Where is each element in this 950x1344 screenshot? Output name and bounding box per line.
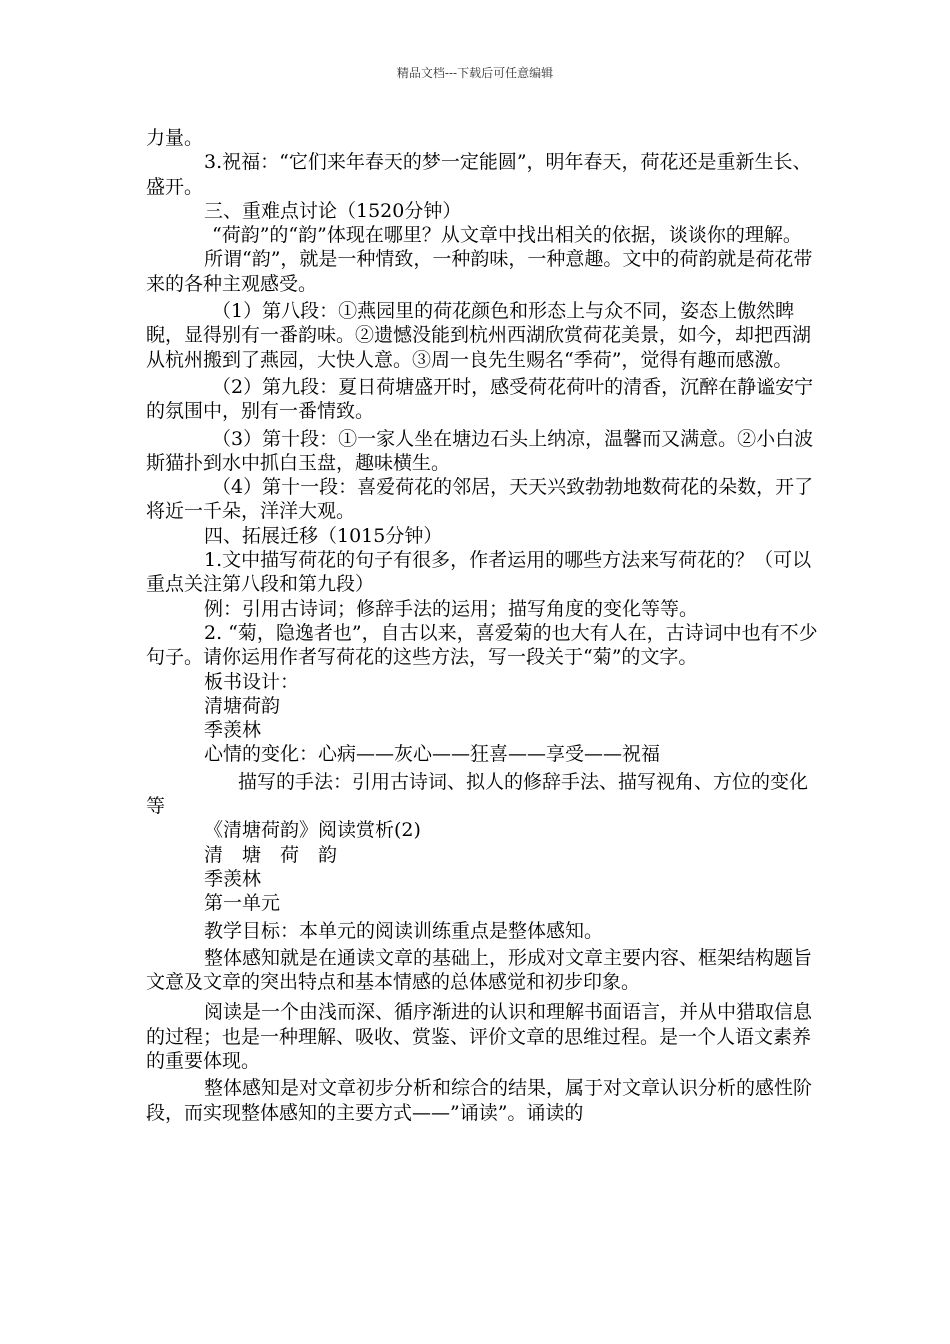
paragraph: 整体感知是对文章初步分析和综合的结果，属于对文章认识分析的感性阶段，而实现整体感知的主要方式——”诵读”。诵读的 [146,1077,813,1124]
paragraph: 例：引用古诗词；修辞手法的运用；描写角度的变化等等。 [204,597,699,620]
paragraph: 板书设计： [204,670,300,693]
paragraph: 《清塘荷韵》阅读赏析(2) [204,819,421,842]
paragraph: 2. “菊，隐逸者也”，自古以来，喜爱菊的也大有人在，古诗词中也有不少句子。请你运用作者写荷花的这些方法，写一段关于“菊”的文字。 [146,621,818,669]
paragraph: 清 塘 荷 韵 [204,843,338,866]
paragraph: 1.文中描写荷花的句子有很多，作者运用的哪些方法来写荷花的？（可以重点关注第八段和第九段） [146,549,812,596]
paragraph: 季羡林 [204,719,262,742]
paragraph: 心情的变化：心病——灰心——狂喜——享受——祝福 [204,743,661,766]
paragraph: 整体感知就是在通读文章的基础上，形成对文章主要内容、框架结构题旨文意及文章的突出特点和基本情感的总体感觉和初步印象。 [146,946,813,994]
section-heading: 三、重难点讨论（1520分钟） [204,199,462,222]
page-header: 精品文档---下载后可任意编辑 [396,66,554,80]
list-item: （1）第八段：①燕园里的荷花颜色和形态上与众不同，姿态上傲然睥睨，显得别有一番韵味。②遗憾没能到杭州西湖欣赏荷花美景，如今，却把西湖从杭州搬到了燕园，大快人意。③周一良先生赐名“季荷”，觉得有趣而感激。 [146,300,812,371]
paragraph: 清塘荷韵 [204,694,281,717]
paragraph: 3.祝福：“它们来年春天的梦一定能圆”，明年春天，荷花还是重新生长、盛开。 [146,151,812,198]
paragraph: 教学目标：本单元的阅读训练重点是整体感知。 [204,919,604,942]
paragraph: 季羡林 [204,867,262,890]
paragraph: 阅读是一个由浅而深、循序渐进的认识和理解书面语言，并从中猎取信息的过程；也是一种理解、吸收、赏鉴、评价文章的思维过程。是一个人语文素养的重要体现。 [146,1001,813,1072]
section-heading: 四、拓展迁移（1015分钟） [204,524,443,547]
list-item: （2）第九段：夏日荷塘盛开时，感受荷花荷叶的清香，沉醉在静谧安宁的氛围中，别有一番情致。 [146,375,814,423]
paragraph: 力量。 [146,127,204,149]
list-item: （4）第十一段：喜爱荷花的邻居，天天兴致勃勃地数荷花的朵数，开了将近一千朵，洋洋大观。 [146,476,814,523]
document-body [146,126,826,1125]
paragraph: “荷韵”的“韵”体现在哪里？从文章中找出相关的依据，谈谈你的理解。 [212,224,802,247]
paragraph: 所谓“韵”，就是一种情致，一种韵味，一种意趣。文中的荷韵就是荷花带来的各种主观感受。 [146,248,813,295]
list-item: （3）第十段：①一家人坐在塘边石头上纳凉，温馨而又满意。②小白波斯猫扑到水中抓白玉盘，趣味横生。 [146,427,814,474]
paragraph: 第一单元 [204,892,281,915]
paragraph: 描写的手法：引用古诗词、拟人的修辞手法、描写视角、方位的变化等 [146,770,809,818]
